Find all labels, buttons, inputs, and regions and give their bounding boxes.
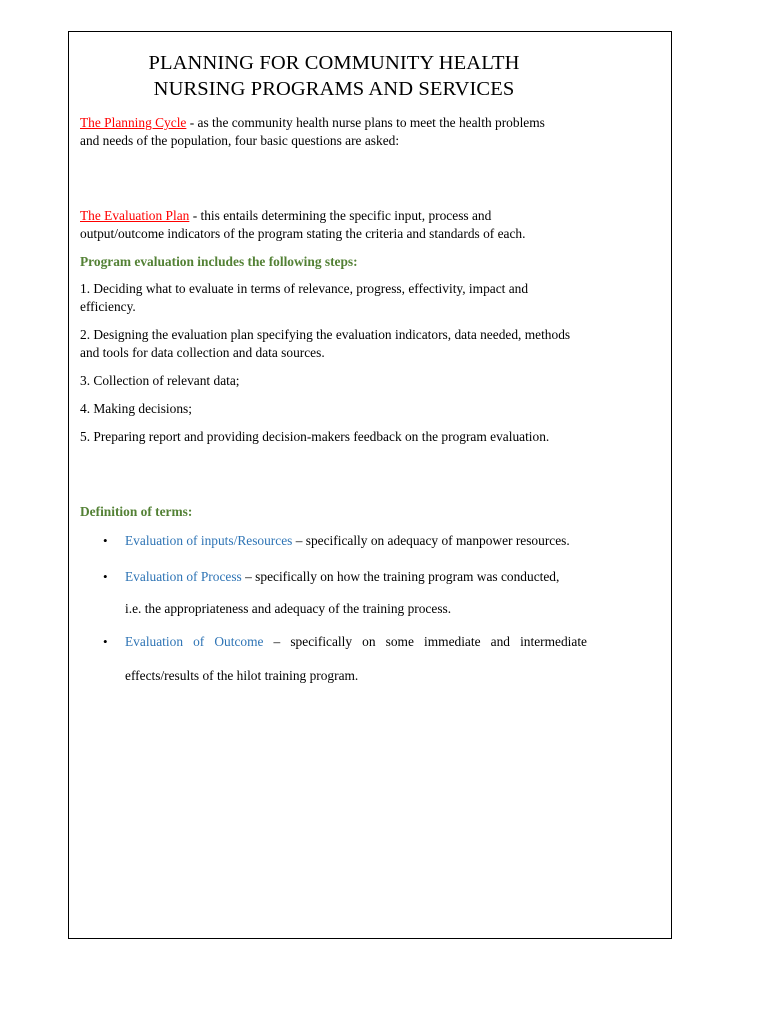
- title-line-2: NURSING PROGRAMS AND SERVICES: [153, 78, 515, 100]
- step-item-3: [80, 372, 592, 390]
- definition-term-outcome: Evaluation of Outcome: [125, 634, 264, 649]
- step-4-line-1: 4. Making decisions;: [80, 401, 192, 416]
- evaluation-plan-paragraph: [80, 207, 592, 243]
- step-item-1: [80, 280, 592, 316]
- step-item-4: [80, 400, 592, 418]
- page-title: [69, 50, 599, 102]
- evaluation-plan-text-1: - this entails determining the specific input, process and: [189, 208, 492, 223]
- evaluation-plan-label: The Evaluation Plan: [80, 208, 190, 223]
- steps-heading: Program evaluation includes the following steps:: [80, 254, 358, 269]
- planning-cycle-paragraph: [80, 114, 592, 150]
- planning-cycle-text-1: - as the community health nurse plans to meet the health problems: [186, 115, 545, 130]
- definition-desc-process-1: – specifically on how the training program was conducted,: [241, 569, 560, 584]
- planning-cycle-text-2: and needs of the population, four basic questions are asked:: [80, 133, 400, 148]
- evaluation-plan-text-2: output/outcome indicators of the program stating the criteria and standards of each.: [80, 226, 526, 241]
- bullet-icon: •: [103, 569, 108, 584]
- definition-term-process: Evaluation of Process: [125, 569, 242, 584]
- step-2-line-1: 2. Designing the evaluation plan specifying the evaluation indicators, data needed, methods: [80, 327, 571, 342]
- document-page: [68, 31, 672, 939]
- bullet-icon: •: [103, 634, 108, 649]
- bullet-icon: •: [103, 533, 108, 548]
- step-5-line-1: 5. Preparing report and providing decision-makers feedback on the program evaluation.: [80, 429, 550, 444]
- definition-desc-inputs: – specifically on adequacy of manpower resources.: [292, 533, 570, 548]
- step-1-line-1: 1. Deciding what to evaluate in terms of relevance, progress, effectivity, impact and: [80, 281, 529, 296]
- definitions-heading: Definition of terms:: [80, 504, 193, 519]
- step-item-5: [80, 428, 592, 446]
- step-2-line-2: and tools for data collection and data sources.: [80, 345, 325, 360]
- definition-term-inputs: Evaluation of inputs/Resources: [125, 533, 293, 548]
- definition-desc-outcome-1: – specifically on some immediate and intermediate: [263, 634, 587, 649]
- step-item-2: [80, 326, 592, 362]
- definition-desc-outcome-2: effects/results of the hilot training program.: [125, 668, 359, 683]
- planning-cycle-label: The Planning Cycle: [80, 115, 187, 130]
- step-3-line-1: 3. Collection of relevant data;: [80, 373, 240, 388]
- step-1-line-2: efficiency.: [80, 299, 136, 314]
- title-line-1: PLANNING FOR COMMUNITY HEALTH: [148, 52, 520, 74]
- definition-desc-process-2: i.e. the appropriateness and adequacy of the training process.: [125, 601, 452, 616]
